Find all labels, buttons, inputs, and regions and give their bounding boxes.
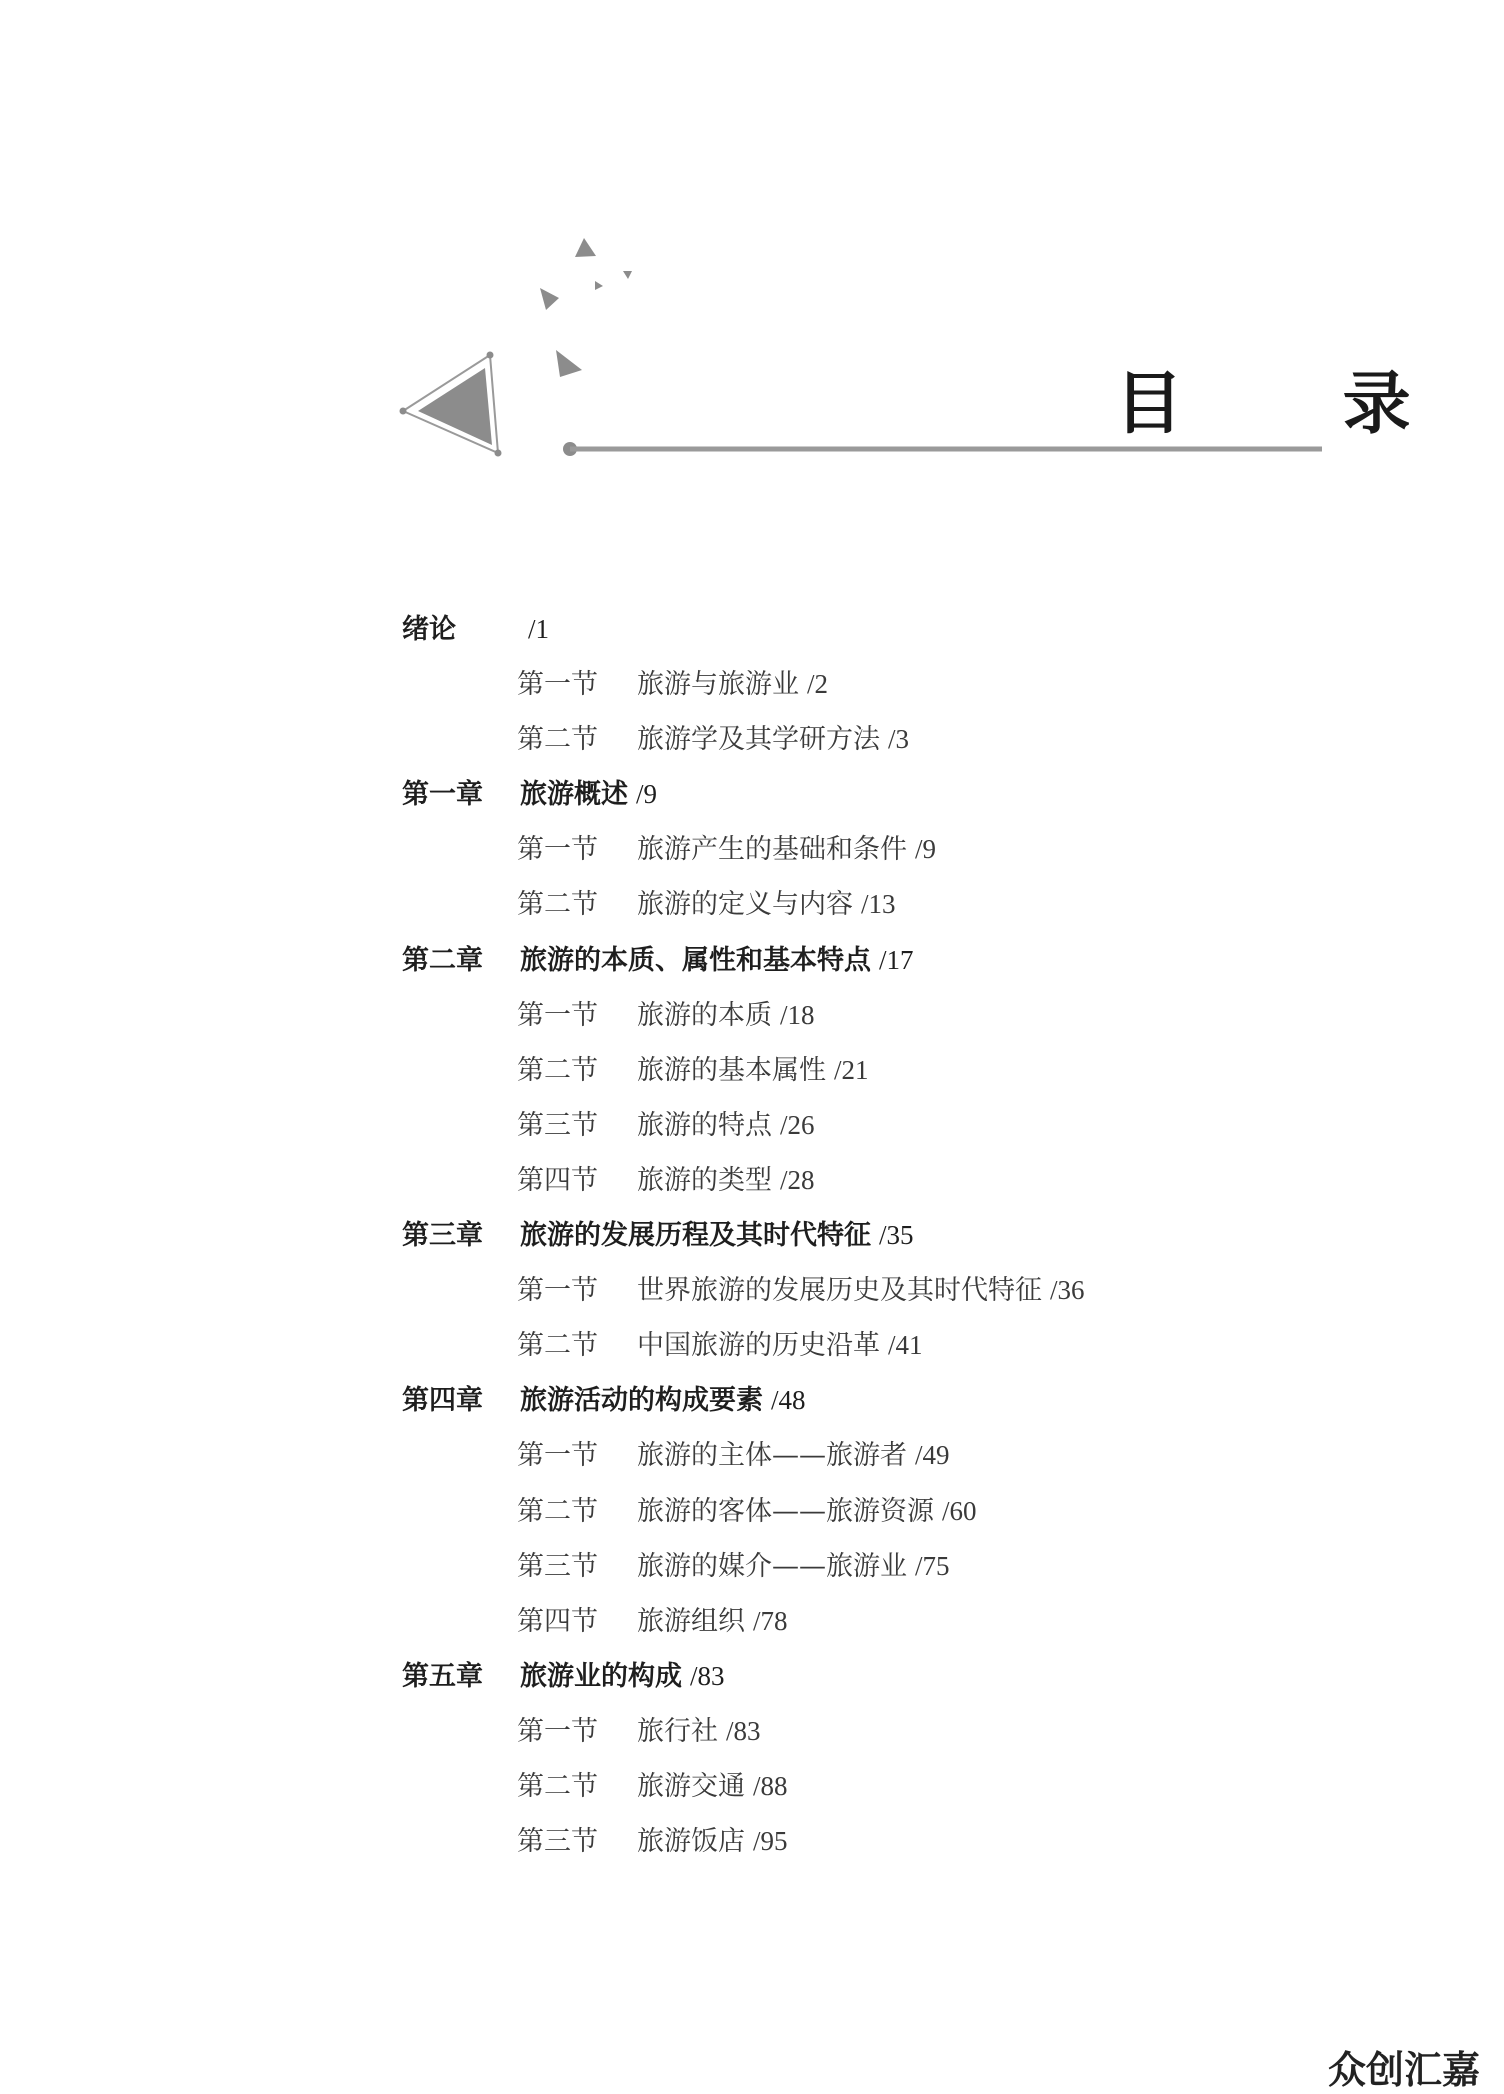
toc-entry-title: 旅游的媒介——旅游业	[637, 1550, 907, 1582]
toc-entry-title: 旅游业的构成	[520, 1660, 682, 1692]
toc-entry-title: 旅游的客体——旅游资源	[637, 1495, 934, 1527]
toc-section-entry	[402, 1428, 1302, 1483]
toc-chapter-entry	[402, 602, 1302, 657]
toc-chapter-entry	[402, 767, 1302, 822]
toc-section-entry	[402, 1759, 1302, 1814]
toc-section-entry	[402, 657, 1302, 712]
toc-entry-title: 旅游概述	[520, 779, 628, 811]
small-triangle	[623, 271, 632, 279]
toc-section-entry	[402, 822, 1302, 877]
corner-watermark: 众创汇嘉	[1328, 2048, 1481, 2092]
toc-entry-title: 旅游的基本属性	[637, 1054, 826, 1086]
toc-chapter-entry	[402, 933, 1302, 988]
toc-entry-number: 第二节	[517, 724, 598, 756]
toc-page-number: /1	[528, 614, 550, 644]
toc-entry-title: 中国旅游的历史沿革	[637, 1330, 880, 1362]
toc-page-number: /48	[771, 1385, 806, 1416]
toc-section-entry	[402, 1098, 1302, 1153]
toc-entry-number: 第一节	[517, 1440, 598, 1472]
toc-entry-number: 第二节	[517, 1054, 598, 1086]
toc-section-entry	[402, 1263, 1302, 1318]
toc-entry-title: 旅游的本质、属性和基本特点	[520, 944, 871, 976]
toc-entry-number: 第一节	[517, 1715, 598, 1747]
toc-section-entry	[402, 1153, 1302, 1208]
toc-section-entry	[402, 877, 1302, 932]
toc-entry-number: 第四节	[517, 1605, 598, 1637]
toc-entry-number: 第一节	[517, 1275, 598, 1307]
toc-entry-title: 旅游的主体——旅游者	[637, 1440, 907, 1472]
toc-entry-number: 第三节	[517, 1826, 598, 1858]
toc-entry-number: 第二节	[517, 889, 598, 921]
toc-page-number: /83	[690, 1660, 725, 1691]
toc-chapter-entry	[402, 1649, 1302, 1704]
toc-entry-title: 旅行社	[637, 1715, 718, 1747]
toc-page-number: /78	[753, 1605, 788, 1636]
small-triangle	[595, 281, 603, 290]
toc-page-number: /28	[780, 1164, 815, 1195]
toc-entry-title: 旅游的发展历程及其时代特征	[520, 1220, 871, 1252]
table-of-contents	[402, 602, 1302, 1869]
toc-section-entry	[402, 1318, 1302, 1373]
toc-page-number: /83	[726, 1715, 761, 1746]
toc-entry-title: 旅游的特点	[637, 1109, 772, 1141]
toc-entry-title: 旅游产生的基础和条件	[637, 834, 907, 866]
toc-page-number: /35	[879, 1220, 914, 1251]
toc-page-number: /9	[915, 834, 937, 865]
toc-section-entry	[402, 712, 1302, 767]
toc-page-number: /36	[1050, 1275, 1085, 1306]
toc-page-number: /2	[807, 669, 829, 700]
toc-entry-title: 旅游与旅游业	[637, 669, 799, 701]
toc-entry-number: 第二节	[517, 1495, 598, 1527]
toc-entry-number: 第三节	[517, 1109, 598, 1141]
triangle-vertex-dot	[487, 352, 494, 359]
toc-section-entry	[402, 1704, 1302, 1759]
toc-section-entry	[402, 1594, 1302, 1649]
toc-page-number: /18	[780, 999, 815, 1030]
toc-entry-title: 世界旅游的发展历史及其时代特征	[637, 1275, 1042, 1307]
toc-page-number: /21	[834, 1054, 869, 1085]
toc-page-number: /17	[879, 944, 914, 975]
page-title: 目 录	[1115, 365, 1479, 444]
toc-entry-title: 旅游饭店	[637, 1826, 745, 1858]
toc-entry-number: 第一节	[517, 669, 598, 701]
toc-page-number: /95	[753, 1826, 788, 1857]
toc-entry-number: 第一章	[402, 779, 483, 811]
toc-page-number: /88	[753, 1770, 788, 1801]
small-triangle	[556, 350, 582, 377]
toc-entry-title: 旅游组织	[637, 1605, 745, 1637]
triangle-vertex-dot	[400, 408, 407, 415]
toc-page-number: /41	[888, 1330, 923, 1361]
toc-section-entry	[402, 1539, 1302, 1594]
toc-page-number: /75	[915, 1550, 950, 1581]
toc-entry-title: 旅游活动的构成要素	[520, 1385, 763, 1417]
toc-entry-title: 旅游的定义与内容	[637, 889, 853, 921]
toc-chapter-entry	[402, 1373, 1302, 1428]
toc-page-number: /26	[780, 1109, 815, 1140]
toc-page-number: /3	[888, 724, 910, 755]
toc-chapter-entry	[402, 1208, 1302, 1263]
toc-entry-number: 第四节	[517, 1164, 598, 1196]
toc-entry-number: 第四章	[402, 1385, 483, 1417]
toc-section-entry	[402, 1484, 1302, 1539]
small-triangle	[540, 288, 559, 310]
toc-entry-number: 第二章	[402, 944, 483, 976]
toc-entry-number: 第二节	[517, 1330, 598, 1362]
toc-entry-number: 绪论	[402, 614, 456, 645]
toc-section-entry	[402, 1814, 1302, 1869]
toc-entry-title: 旅游学及其学研方法	[637, 724, 880, 756]
toc-entry-title: 旅游交通	[637, 1770, 745, 1802]
toc-entry-number: 第一节	[517, 834, 598, 866]
toc-entry-number: 第二节	[517, 1770, 598, 1802]
small-triangle	[575, 238, 596, 257]
toc-entry-number: 第五章	[402, 1660, 483, 1692]
triangle-vertex-dot	[495, 450, 502, 457]
toc-section-entry	[402, 1043, 1302, 1098]
toc-page-number: /60	[942, 1495, 977, 1526]
toc-entry-number: 第三节	[517, 1550, 598, 1582]
toc-entry-title: 旅游的本质	[637, 999, 772, 1031]
toc-entry-title: 旅游的类型	[637, 1164, 772, 1196]
toc-entry-number: 第三章	[402, 1220, 483, 1252]
toc-page-number: /49	[915, 1440, 950, 1471]
toc-page-number: /13	[861, 889, 896, 920]
toc-page-number: /9	[636, 779, 658, 810]
toc-section-entry	[402, 988, 1302, 1043]
toc-entry-number: 第一节	[517, 999, 598, 1031]
